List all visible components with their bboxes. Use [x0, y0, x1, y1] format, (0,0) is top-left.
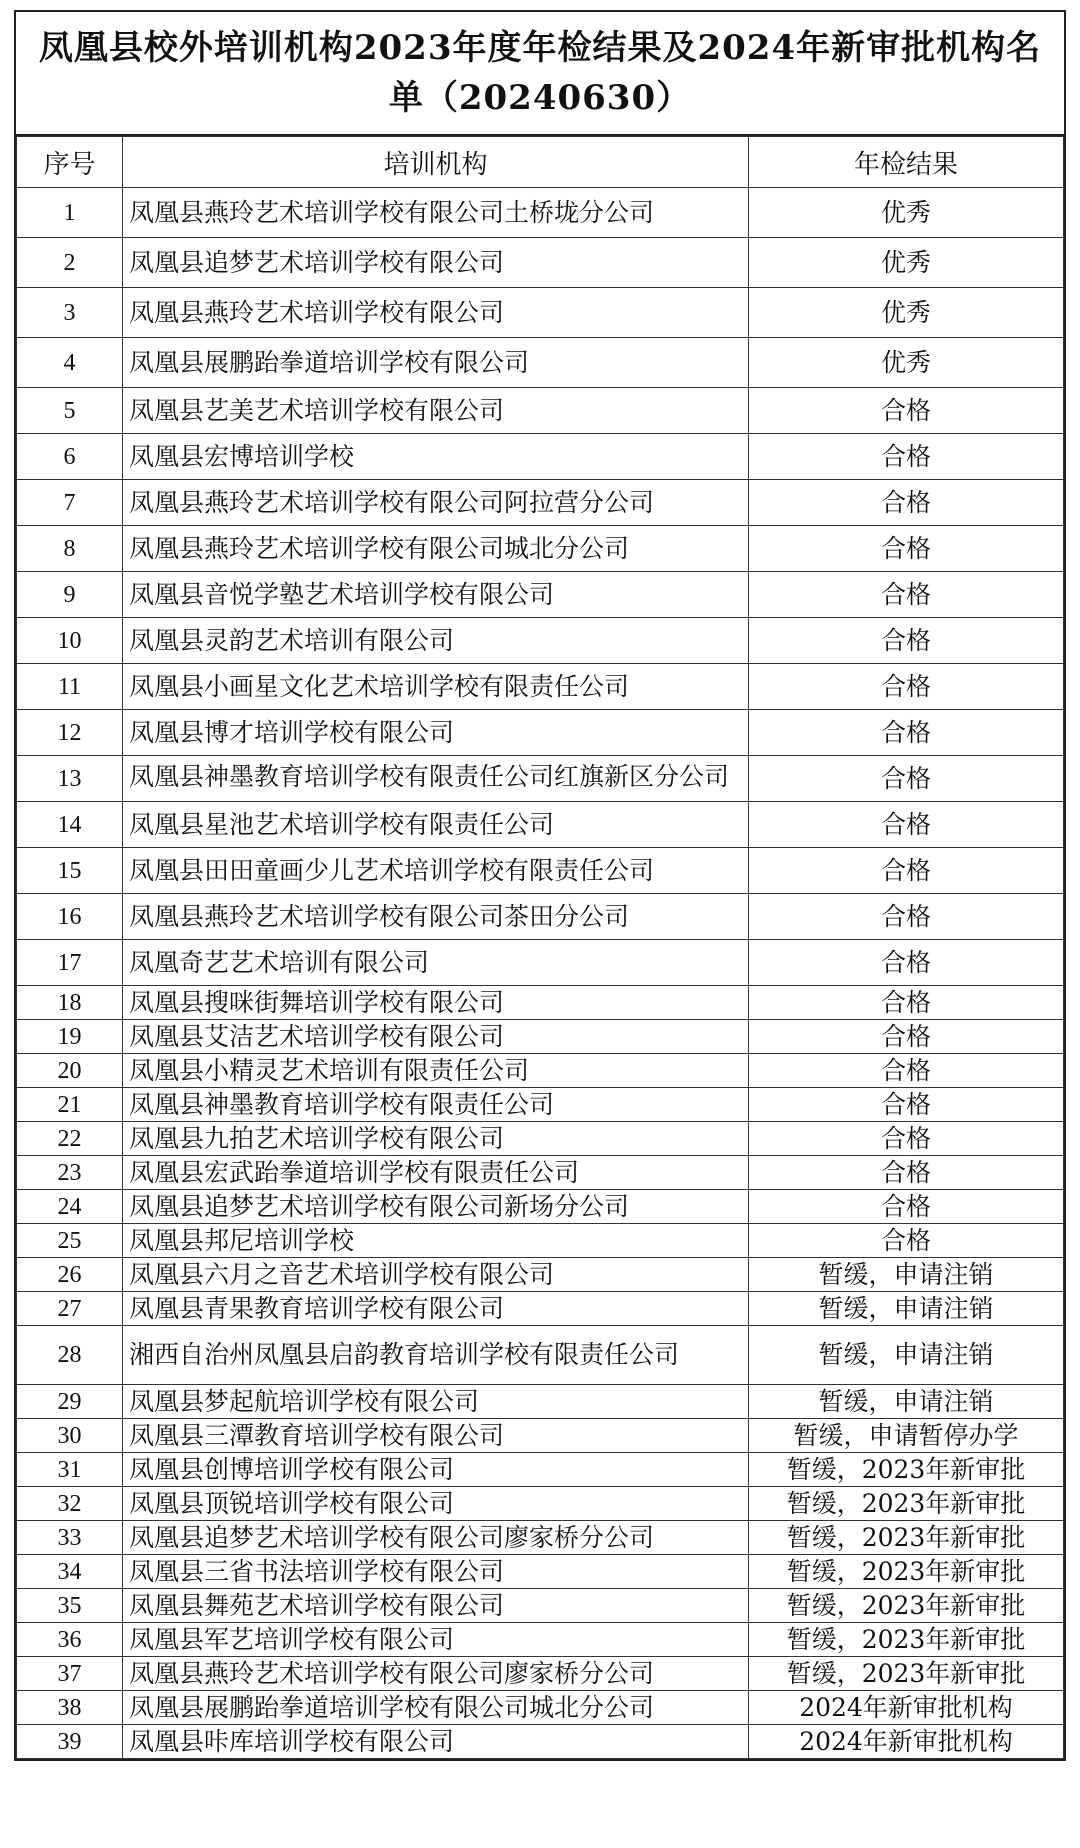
row-result: 暂缓，申请注销 — [749, 1385, 1064, 1419]
table-row — [17, 1385, 1064, 1419]
organization-name: 凤凰县九拍艺术培训学校有限公司 — [129, 1123, 505, 1153]
table-row — [17, 1691, 1064, 1725]
row-organization — [123, 940, 749, 986]
row-organization — [123, 1521, 749, 1555]
row-organization — [123, 1326, 749, 1385]
row-number: 29 — [17, 1385, 123, 1419]
row-organization — [123, 1292, 749, 1326]
organization-name: 凤凰县燕玲艺术培训学校有限公司土桥垅分公司 — [129, 197, 655, 227]
row-organization — [123, 388, 749, 434]
row-number: 12 — [17, 710, 123, 756]
row-organization — [123, 664, 749, 710]
row-result: 合格 — [749, 1156, 1064, 1190]
table-row — [17, 756, 1064, 802]
row-number: 32 — [17, 1487, 123, 1521]
organization-name: 凤凰县展鹏跆拳道培训学校有限公司 — [129, 347, 530, 377]
row-organization — [123, 238, 749, 288]
organization-name: 凤凰县追梦艺术培训学校有限公司新场分公司 — [129, 1191, 630, 1221]
table-row — [17, 986, 1064, 1020]
row-result: 暂缓，申请注销 — [749, 1258, 1064, 1292]
row-number: 25 — [17, 1224, 123, 1258]
organization-name: 凤凰县三潭教育培训学校有限公司 — [129, 1420, 505, 1450]
row-organization — [123, 480, 749, 526]
row-result: 暂缓，申请注销 — [749, 1326, 1064, 1385]
row-result: 暂缓，2023年新审批 — [749, 1657, 1064, 1691]
organization-name: 凤凰县搜咪街舞培训学校有限公司 — [129, 987, 505, 1017]
row-organization — [123, 802, 749, 848]
table-row — [17, 1020, 1064, 1054]
organization-name: 凤凰县田田童画少儿艺术培训学校有限责任公司 — [129, 855, 655, 885]
row-result: 暂缓，2023年新审批 — [749, 1487, 1064, 1521]
row-number: 6 — [17, 434, 123, 480]
row-number: 16 — [17, 894, 123, 940]
row-number: 7 — [17, 480, 123, 526]
table-row — [17, 188, 1064, 238]
row-number: 8 — [17, 526, 123, 572]
row-result: 暂缓，2023年新审批 — [749, 1623, 1064, 1657]
row-number: 38 — [17, 1691, 123, 1725]
row-organization — [123, 1691, 749, 1725]
row-result: 合格 — [749, 710, 1064, 756]
table-row — [17, 1521, 1064, 1555]
row-number: 1 — [17, 188, 123, 238]
row-result: 合格 — [749, 664, 1064, 710]
organization-name: 凤凰县宏博培训学校 — [129, 441, 355, 471]
table-row — [17, 1190, 1064, 1224]
row-number: 22 — [17, 1122, 123, 1156]
row-organization — [123, 1190, 749, 1224]
organization-name: 凤凰县博才培训学校有限公司 — [129, 717, 455, 747]
row-organization — [123, 710, 749, 756]
row-number: 31 — [17, 1453, 123, 1487]
row-number: 27 — [17, 1292, 123, 1326]
table-body — [17, 188, 1064, 1759]
organization-name: 凤凰县燕玲艺术培训学校有限公司城北分公司 — [129, 533, 630, 563]
table-row — [17, 338, 1064, 388]
row-result: 暂缓，申请注销 — [749, 1292, 1064, 1326]
row-organization — [123, 1623, 749, 1657]
row-result: 合格 — [749, 848, 1064, 894]
results-table — [16, 136, 1064, 1759]
table-row — [17, 388, 1064, 434]
organization-name: 凤凰县追梦艺术培训学校有限公司 — [129, 247, 505, 277]
table-row — [17, 1623, 1064, 1657]
row-organization — [123, 1419, 749, 1453]
table-row — [17, 480, 1064, 526]
document-table-frame — [14, 10, 1066, 1761]
row-number: 18 — [17, 986, 123, 1020]
row-number: 35 — [17, 1589, 123, 1623]
row-result: 合格 — [749, 802, 1064, 848]
row-result: 优秀 — [749, 338, 1064, 388]
organization-name: 湘西自治州凤凰县启韵教育培训学校有限责任公司 — [129, 1340, 680, 1369]
row-organization — [123, 848, 749, 894]
row-number: 5 — [17, 388, 123, 434]
row-organization — [123, 1555, 749, 1589]
row-number: 23 — [17, 1156, 123, 1190]
row-organization — [123, 1224, 749, 1258]
row-organization — [123, 526, 749, 572]
header-org: 培训机构 — [123, 137, 749, 188]
organization-name: 凤凰县神墨教育培训学校有限责任公司 — [129, 1089, 555, 1119]
row-organization — [123, 986, 749, 1020]
row-result: 暂缓，申请暂停办学 — [749, 1419, 1064, 1453]
organization-name: 凤凰县创博培训学校有限公司 — [129, 1454, 455, 1484]
row-number: 20 — [17, 1054, 123, 1088]
row-organization — [123, 1020, 749, 1054]
table-row — [17, 1453, 1064, 1487]
row-result: 合格 — [749, 1054, 1064, 1088]
row-organization — [123, 1385, 749, 1419]
table-row — [17, 1156, 1064, 1190]
organization-name: 凤凰县神墨教育培训学校有限责任公司红旗新区分公司 — [129, 763, 730, 791]
row-number: 36 — [17, 1623, 123, 1657]
row-result: 2024年新审批机构 — [749, 1725, 1064, 1759]
table-row — [17, 1088, 1064, 1122]
row-organization — [123, 1725, 749, 1759]
row-organization — [123, 338, 749, 388]
table-row — [17, 1657, 1064, 1691]
header-no: 序号 — [17, 137, 123, 188]
organization-name: 凤凰县星池艺术培训学校有限责任公司 — [129, 809, 555, 839]
row-result: 合格 — [749, 388, 1064, 434]
organization-name: 凤凰县邦尼培训学校 — [129, 1225, 355, 1255]
table-row — [17, 710, 1064, 756]
row-number: 19 — [17, 1020, 123, 1054]
organization-name: 凤凰县三省书法培训学校有限公司 — [129, 1556, 505, 1586]
row-number: 28 — [17, 1326, 123, 1385]
row-organization — [123, 1487, 749, 1521]
row-organization — [123, 188, 749, 238]
row-organization — [123, 434, 749, 480]
row-number: 11 — [17, 664, 123, 710]
row-result: 合格 — [749, 434, 1064, 480]
row-organization — [123, 618, 749, 664]
row-result: 合格 — [749, 1088, 1064, 1122]
organization-name: 凤凰县追梦艺术培训学校有限公司廖家桥分公司 — [129, 1522, 655, 1552]
organization-name: 凤凰县灵韵艺术培训有限公司 — [129, 625, 455, 655]
table-row — [17, 1487, 1064, 1521]
row-number: 34 — [17, 1555, 123, 1589]
row-result: 合格 — [749, 894, 1064, 940]
organization-name: 凤凰县小画星文化艺术培训学校有限责任公司 — [129, 671, 630, 701]
table-header-row — [17, 137, 1064, 188]
table-row — [17, 434, 1064, 480]
organization-name: 凤凰县燕玲艺术培训学校有限公司阿拉营分公司 — [129, 487, 655, 517]
row-number: 10 — [17, 618, 123, 664]
row-result: 合格 — [749, 1122, 1064, 1156]
organization-name: 凤凰县青果教育培训学校有限公司 — [129, 1293, 505, 1323]
row-result: 合格 — [749, 940, 1064, 986]
organization-name: 凤凰县宏武跆拳道培训学校有限责任公司 — [129, 1157, 580, 1187]
table-row — [17, 1326, 1064, 1385]
organization-name: 凤凰县燕玲艺术培训学校有限公司茶田分公司 — [129, 901, 630, 931]
row-result: 合格 — [749, 526, 1064, 572]
row-result: 暂缓，2023年新审批 — [749, 1555, 1064, 1589]
organization-name: 凤凰县咔库培训学校有限公司 — [129, 1726, 455, 1756]
row-organization — [123, 1088, 749, 1122]
table-row — [17, 1258, 1064, 1292]
row-number: 30 — [17, 1419, 123, 1453]
table-row — [17, 1122, 1064, 1156]
organization-name: 凤凰县顶锐培训学校有限公司 — [129, 1488, 455, 1518]
organization-name: 凤凰县燕玲艺术培训学校有限公司 — [129, 297, 505, 327]
row-organization — [123, 756, 749, 802]
row-result: 优秀 — [749, 188, 1064, 238]
table-row — [17, 894, 1064, 940]
row-result: 合格 — [749, 1190, 1064, 1224]
table-row — [17, 1555, 1064, 1589]
table-row — [17, 618, 1064, 664]
row-result: 合格 — [749, 1224, 1064, 1258]
row-organization — [123, 1453, 749, 1487]
table-row — [17, 572, 1064, 618]
row-number: 9 — [17, 572, 123, 618]
row-organization — [123, 1156, 749, 1190]
row-number: 15 — [17, 848, 123, 894]
row-number: 14 — [17, 802, 123, 848]
row-organization — [123, 1657, 749, 1691]
organization-name: 凤凰县舞苑艺术培训学校有限公司 — [129, 1590, 505, 1620]
row-number: 4 — [17, 338, 123, 388]
row-result: 优秀 — [749, 238, 1064, 288]
table-row — [17, 664, 1064, 710]
row-result: 暂缓，2023年新审批 — [749, 1453, 1064, 1487]
organization-name: 凤凰县军艺培训学校有限公司 — [129, 1624, 455, 1654]
organization-name: 凤凰县燕玲艺术培训学校有限公司廖家桥分公司 — [129, 1658, 655, 1688]
header-result: 年检结果 — [749, 137, 1064, 188]
organization-name: 凤凰县展鹏跆拳道培训学校有限公司城北分公司 — [129, 1692, 655, 1722]
organization-name: 凤凰县梦起航培训学校有限公司 — [129, 1386, 480, 1416]
row-number: 26 — [17, 1258, 123, 1292]
table-row — [17, 848, 1064, 894]
row-result: 合格 — [749, 480, 1064, 526]
row-number: 17 — [17, 940, 123, 986]
row-result: 合格 — [749, 756, 1064, 802]
table-row — [17, 940, 1064, 986]
organization-name: 凤凰县艾洁艺术培训学校有限公司 — [129, 1021, 505, 1051]
table-row — [17, 1419, 1064, 1453]
table-row — [17, 802, 1064, 848]
row-number: 37 — [17, 1657, 123, 1691]
row-number: 3 — [17, 288, 123, 338]
row-number: 21 — [17, 1088, 123, 1122]
organization-name: 凤凰县六月之音艺术培训学校有限公司 — [129, 1259, 555, 1289]
row-organization — [123, 1589, 749, 1623]
organization-name: 凤凰县音悦学塾艺术培训学校有限公司 — [129, 579, 555, 609]
table-row — [17, 1589, 1064, 1623]
row-result: 合格 — [749, 986, 1064, 1020]
row-result: 2024年新审批机构 — [749, 1691, 1064, 1725]
row-number: 24 — [17, 1190, 123, 1224]
row-result: 合格 — [749, 618, 1064, 664]
row-result: 合格 — [749, 1020, 1064, 1054]
table-row — [17, 1224, 1064, 1258]
table-row — [17, 238, 1064, 288]
row-result: 合格 — [749, 572, 1064, 618]
row-result: 暂缓，2023年新审批 — [749, 1589, 1064, 1623]
row-number: 2 — [17, 238, 123, 288]
organization-name: 凤凰县艺美艺术培训学校有限公司 — [129, 395, 505, 425]
row-organization — [123, 1122, 749, 1156]
row-number: 39 — [17, 1725, 123, 1759]
row-number: 33 — [17, 1521, 123, 1555]
row-organization — [123, 1258, 749, 1292]
row-organization — [123, 572, 749, 618]
organization-name: 凤凰县小精灵艺术培训有限责任公司 — [129, 1055, 530, 1085]
row-result: 优秀 — [749, 288, 1064, 338]
table-row — [17, 1292, 1064, 1326]
row-organization — [123, 1054, 749, 1088]
row-organization — [123, 288, 749, 338]
table-row — [17, 288, 1064, 338]
table-row — [17, 1054, 1064, 1088]
document-title: 凤凰县校外培训机构2023年度年检结果及2024年新审批机构名单（20240630） — [16, 12, 1064, 136]
row-result: 暂缓，2023年新审批 — [749, 1521, 1064, 1555]
row-organization — [123, 894, 749, 940]
row-number: 13 — [17, 756, 123, 802]
organization-name: 凤凰奇艺艺术培训有限公司 — [129, 947, 430, 977]
table-row — [17, 526, 1064, 572]
table-row — [17, 1725, 1064, 1759]
